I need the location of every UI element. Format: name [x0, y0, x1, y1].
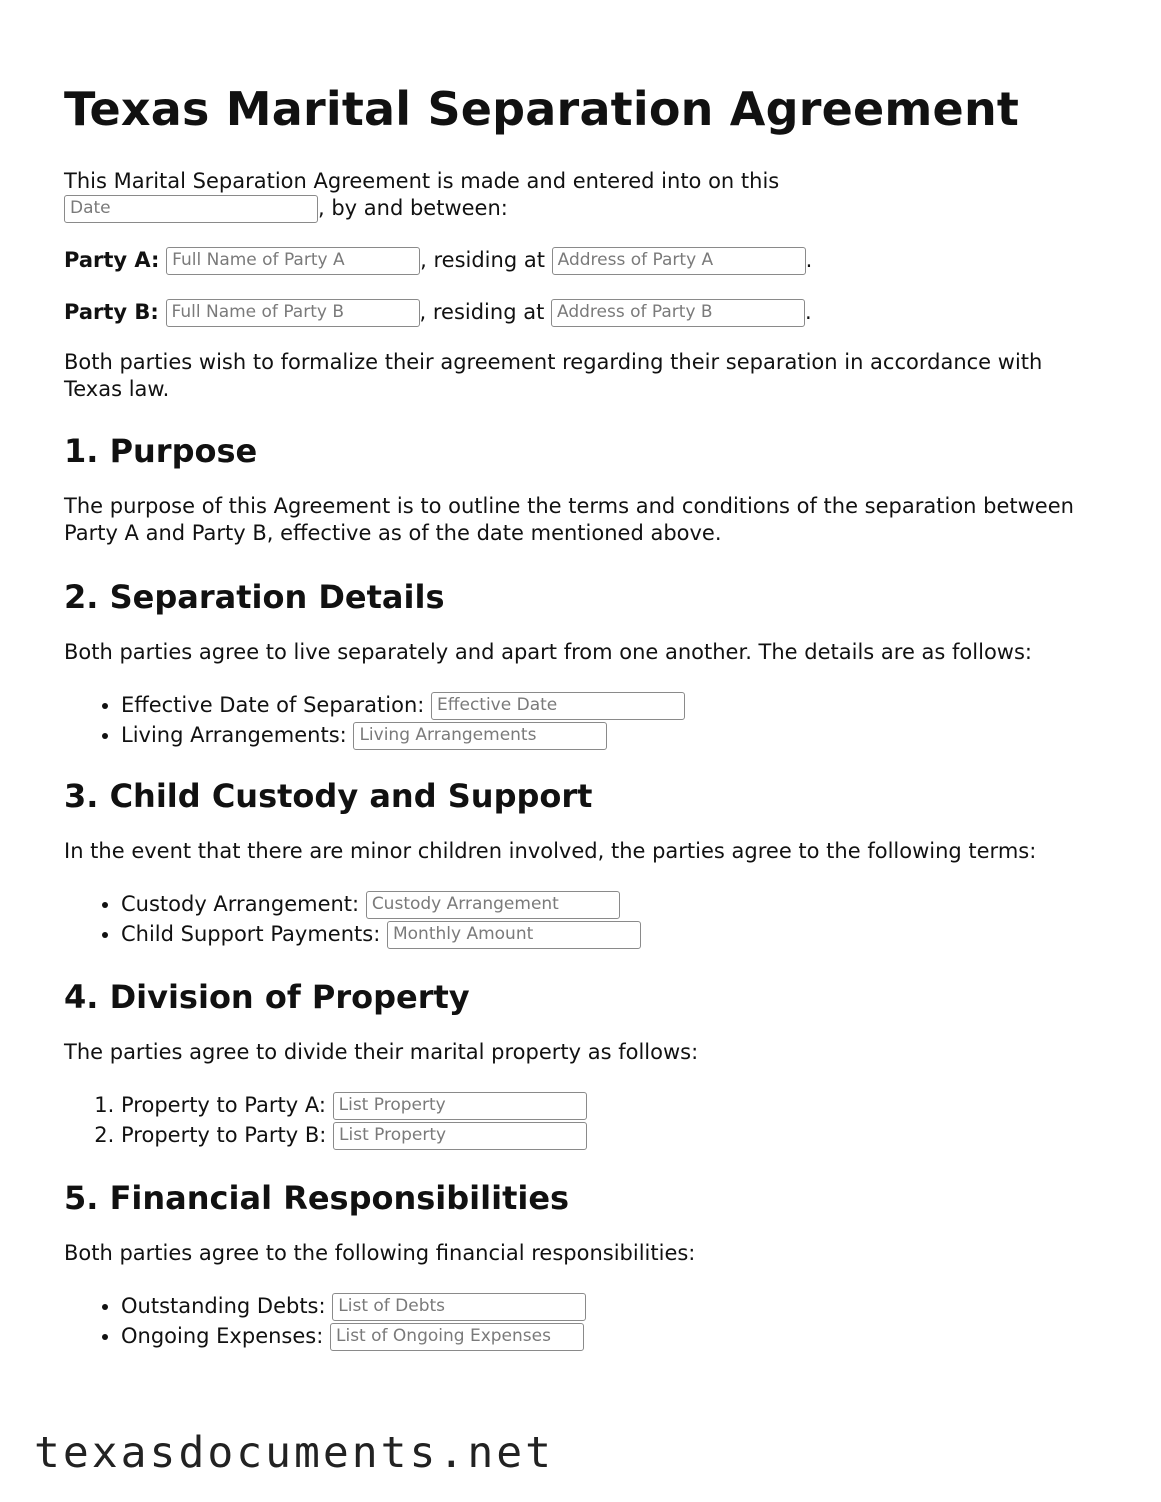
effective-date-label: Effective Date of Separation: — [121, 693, 425, 717]
document-page — [64, 80, 1094, 1379]
effective-date-field[interactable]: Effective Date — [431, 692, 685, 720]
separation-heading: 2. Separation Details — [64, 578, 445, 616]
property-heading: 4. Division of Property — [64, 978, 470, 1016]
party-b-residing-text: , residing at — [419, 300, 545, 324]
intro-paragraph — [64, 168, 1094, 223]
living-arrangements-label: Living Arrangements: — [121, 723, 347, 747]
party-a-line — [64, 245, 1094, 275]
party-a-name-field[interactable]: Full Name of Party A — [166, 247, 420, 275]
property-b-field[interactable]: List Property — [333, 1122, 587, 1150]
ongoing-expenses-field[interactable]: List of Ongoing Expenses — [330, 1323, 584, 1351]
property-b-label: Property to Party B: — [121, 1123, 327, 1147]
property-a-field[interactable]: List Property — [333, 1092, 587, 1120]
separation-paragraph: Both parties agree to live separately and apart from one another. The details are as follows: — [64, 640, 1032, 664]
outstanding-debts-label: Outstanding Debts: — [121, 1294, 326, 1318]
party-a-end: . — [805, 248, 813, 272]
child-support-field[interactable]: Monthly Amount — [387, 921, 641, 949]
list-item — [121, 889, 1094, 919]
party-a-label: Party A: — [64, 248, 160, 272]
custody-heading: 3. Child Custody and Support — [64, 777, 593, 815]
custody-arrangement-field[interactable]: Custody Arrangement — [366, 891, 620, 919]
property-list — [64, 1090, 1094, 1150]
custody-arrangement-label: Custody Arrangement: — [121, 892, 360, 916]
list-item — [121, 1120, 1094, 1150]
living-arrangements-field[interactable]: Living Arrangements — [353, 722, 607, 750]
party-b-label: Party B: — [64, 300, 159, 324]
date-field[interactable]: Date — [64, 195, 318, 223]
financial-paragraph: Both parties agree to the following financial responsibilities: — [64, 1241, 696, 1265]
list-item — [121, 1291, 1094, 1321]
intro-suffix: , by and between: — [318, 196, 508, 220]
financial-list — [64, 1291, 1094, 1351]
list-item — [121, 1090, 1094, 1120]
ongoing-expenses-label: Ongoing Expenses: — [121, 1324, 324, 1348]
list-item — [121, 919, 1094, 949]
party-a-address-field[interactable]: Address of Party A — [552, 247, 806, 275]
watermark: texasdocuments.net — [34, 1428, 554, 1478]
intro-text: This Marital Separation Agreement is made and entered into on this — [64, 169, 780, 193]
list-item — [121, 720, 1094, 750]
custody-paragraph: In the event that there are minor children involved, the parties agree to the following terms: — [64, 839, 1037, 863]
party-a-residing-text: , residing at — [420, 248, 545, 272]
party-b-name-field[interactable]: Full Name of Party B — [166, 299, 420, 327]
outstanding-debts-field[interactable]: List of Debts — [332, 1293, 586, 1321]
separation-list — [64, 690, 1094, 750]
purpose-heading: 1. Purpose — [64, 432, 258, 470]
child-support-label: Child Support Payments: — [121, 922, 381, 946]
list-item — [121, 690, 1094, 720]
list-item — [121, 1321, 1094, 1351]
document-title: Texas Marital Separation Agreement — [64, 82, 1020, 136]
party-b-address-field[interactable]: Address of Party B — [551, 299, 805, 327]
custody-list — [64, 889, 1094, 949]
party-b-line — [64, 297, 1094, 327]
purpose-paragraph: The purpose of this Agreement is to outline the terms and conditions of the separation between Party A and Party B, effective as of the date mentioned above. — [64, 494, 1074, 545]
property-paragraph: The parties agree to divide their marital property as follows: — [64, 1040, 699, 1064]
financial-heading: 5. Financial Responsibilities — [64, 1179, 570, 1217]
party-b-end: . — [805, 300, 812, 324]
formalize-paragraph: Both parties wish to formalize their agreement regarding their separation in accordance with Texas law. — [64, 350, 1043, 401]
property-a-label: Property to Party A: — [121, 1093, 326, 1117]
